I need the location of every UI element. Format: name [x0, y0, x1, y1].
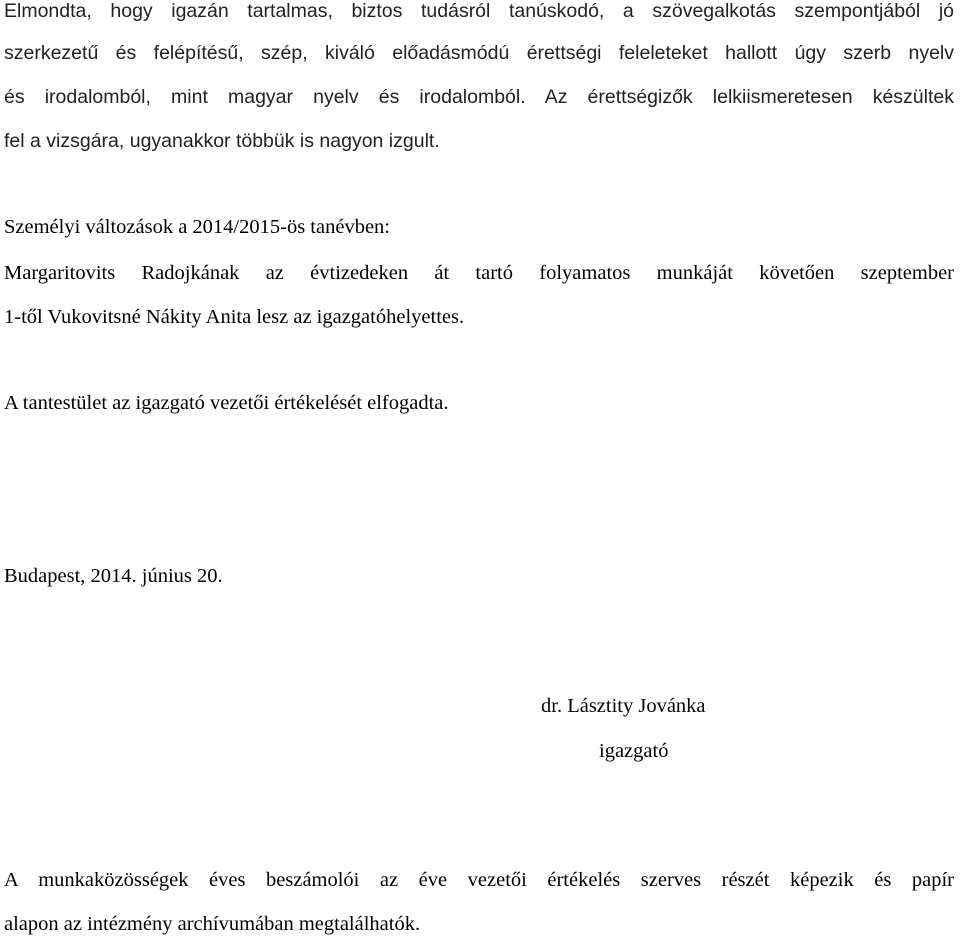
intro-line-3: és irodalomból, mint magyar nyelv és irodalomból. Az érettségizők lelkiismeretesen készültek [4, 86, 954, 108]
footer-line-1: A munkaközösségek éves beszámolói az éve vezetői értékelés szerves részét képezik és papír [4, 869, 954, 891]
personnel-heading: Személyi változások a 2014/2015-ös tanévben: [4, 216, 390, 238]
personnel-line-2: 1-től Vukovitsné Nákity Anita lesz az igazgatóhelyettes. [4, 306, 465, 328]
intro-line-1: Elmondta, hogy igazán tartalmas, biztos tudásról tanúskodó, a szövegalkotás szempontjából jó [4, 0, 954, 22]
signature-title: igazgató [599, 740, 669, 762]
footer-line-2: alapon az intézmény archívumában megtalálhatók. [4, 913, 421, 935]
place-date: Budapest, 2014. június 20. [4, 565, 223, 587]
intro-line-4: fel a vizsgára, ugyanakkor többük is nagyon izgult. [4, 130, 440, 152]
personnel-line-1: Margaritovits Radojkának az évtizedeken át tartó folyamatos munkáját követően szeptember [4, 262, 954, 284]
approval-sentence: A tantestület az igazgató vezetői értékelését elfogadta. [4, 392, 449, 414]
signature-name: dr. Lásztity Jovánka [541, 695, 706, 717]
intro-line-2: szerkezetű és felépítésű, szép, kiváló előadásmódú érettségi feleleteket hallott úgy szerb nyelv [4, 42, 954, 64]
